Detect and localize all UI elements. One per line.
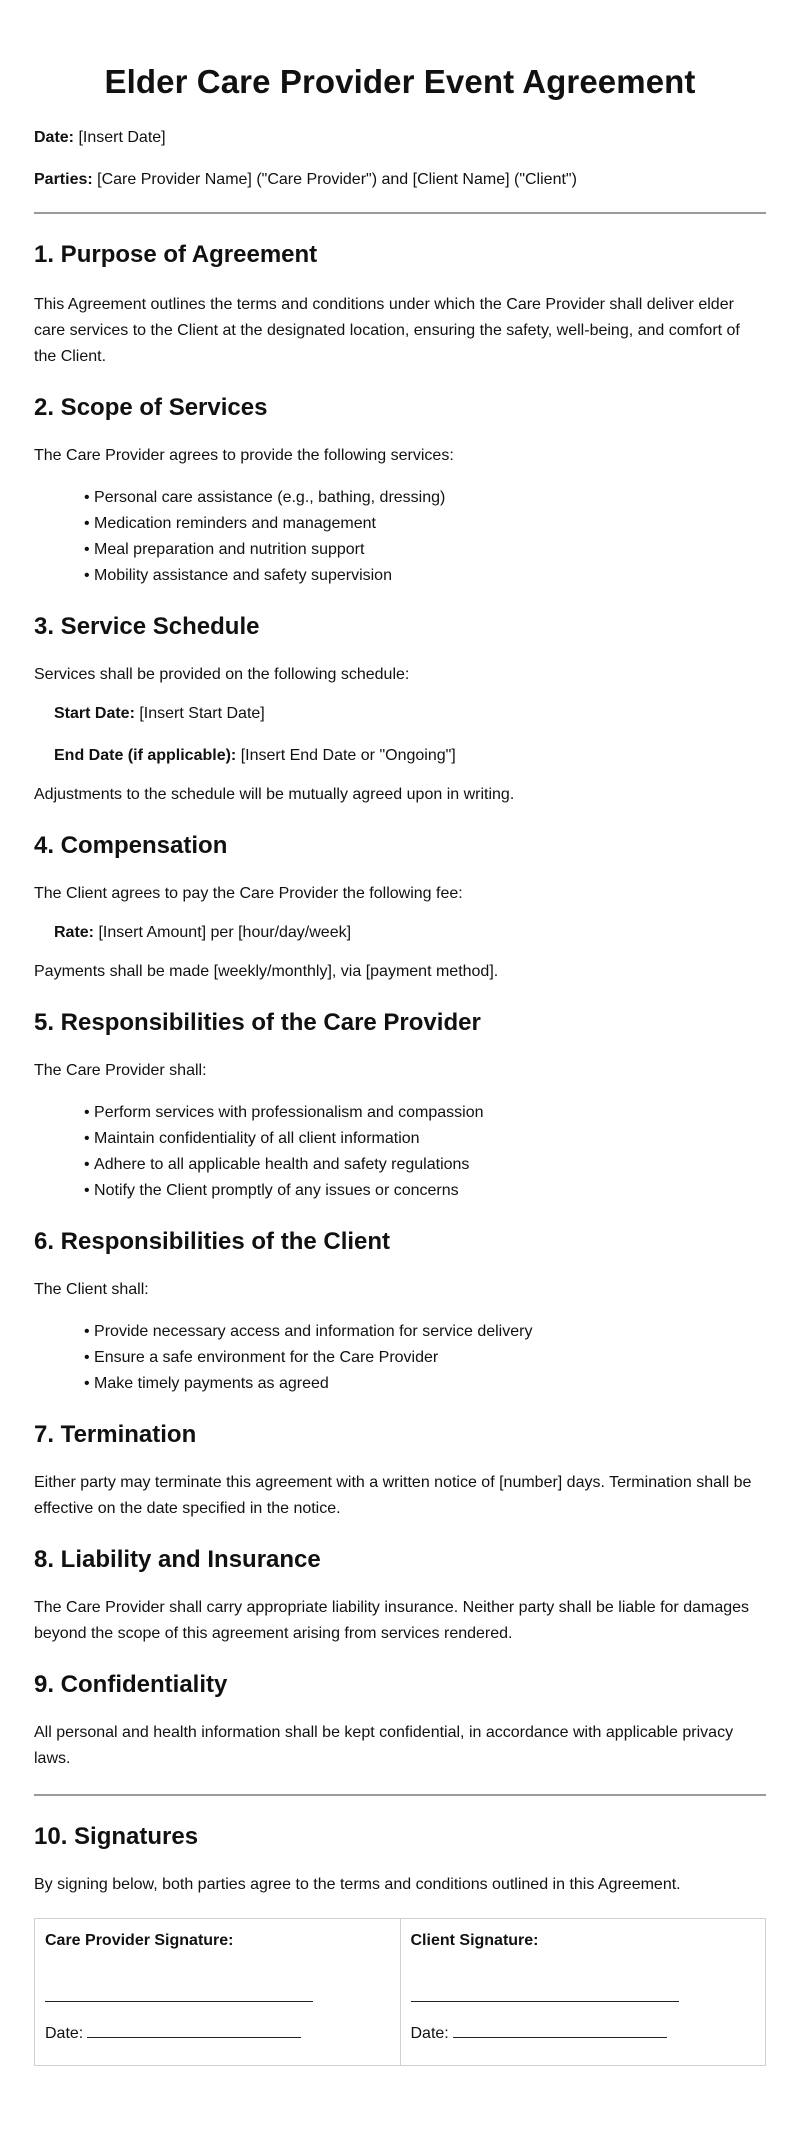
section-heading-termination: 7. Termination: [34, 1421, 197, 1448]
provider-list: [34, 1100, 766, 1204]
page-title: Elder Care Provider Event Agreement: [104, 63, 696, 100]
list-item: • Maintain confidentiality of all client information: [84, 1126, 766, 1152]
rate-label: Rate:: [54, 924, 95, 941]
section-heading-purpose: 1. Purpose of Agreement: [34, 241, 318, 268]
scope-intro: The Care Provider agrees to provide the following services:: [34, 447, 454, 464]
provider-signature-cell: [35, 1919, 400, 2065]
parties-line: [34, 170, 766, 190]
date-line: [34, 128, 766, 148]
list-item: • Perform services with professionalism and compassion: [84, 1100, 766, 1126]
end-date-label: End Date (if applicable):: [54, 747, 237, 764]
list-item: • Meal preparation and nutrition support: [84, 537, 766, 563]
list-item: • Make timely payments as agreed: [84, 1371, 766, 1397]
termination-text: Either party may terminate this agreement with a written notice of [number] days. Termination shall be effective on the date specified in the notice.: [34, 1474, 752, 1517]
date-value: [Insert Date]: [78, 129, 166, 146]
section-heading-compensation: 4. Compensation: [34, 832, 228, 859]
list-item: • Adhere to all applicable health and safety regulations: [84, 1152, 766, 1178]
section-heading-schedule: 3. Service Schedule: [34, 613, 260, 640]
rate-line: [34, 923, 766, 943]
section-heading-liability: 8. Liability and Insurance: [34, 1546, 321, 1573]
list-item: • Notify the Client promptly of any issues or concerns: [84, 1178, 766, 1204]
start-date-line: [34, 704, 766, 724]
parties-value: [Care Provider Name] ("Care Provider") and [Client Name] ("Client"): [97, 171, 577, 188]
provider-signature-label: Care Provider Signature:: [45, 1932, 234, 1949]
client-date-label: Date:: [410, 2025, 449, 2042]
purpose-text: This Agreement outlines the terms and conditions under which the Care Provider shall deliver elder care services to the Client at the designated location, ensuring the safety, well-being, and comfort of the Client.: [34, 296, 740, 365]
client-list: [34, 1319, 766, 1397]
confidentiality-text: All personal and health information shall be kept confidential, in accordance with applicable privacy laws.: [34, 1724, 734, 1767]
divider: [34, 212, 766, 214]
section-heading-provider: 5. Responsibilities of the Care Provider: [34, 1009, 481, 1036]
client-signature-line[interactable]: [411, 2001, 679, 2002]
liability-text: The Care Provider shall carry appropriate liability insurance. Neither party shall be liable for damages beyond the scope of this agreement arising from services rendered.: [34, 1599, 750, 1642]
compensation-note: Payments shall be made [weekly/monthly], via [payment method].: [34, 963, 499, 980]
schedule-intro: Services shall be provided on the following schedule:: [34, 666, 410, 683]
section-heading-signatures: 10. Signatures: [34, 1823, 199, 1850]
list-item: • Medication reminders and management: [84, 511, 766, 537]
client-date-blank[interactable]: [453, 2023, 667, 2038]
signatures-intro: By signing below, both parties agree to the terms and conditions outlined in this Agreement.: [34, 1876, 681, 1893]
start-date-label: Start Date:: [54, 705, 135, 722]
date-label: Date:: [34, 129, 75, 146]
section-heading-client: 6. Responsibilities of the Client: [34, 1228, 391, 1255]
provider-intro: The Care Provider shall:: [34, 1062, 207, 1079]
list-item: • Personal care assistance (e.g., bathing, dressing): [84, 485, 766, 511]
start-date-value: [Insert Start Date]: [139, 705, 265, 722]
provider-signature-line[interactable]: [45, 2001, 313, 2002]
list-item: • Ensure a safe environment for the Care Provider: [84, 1345, 766, 1371]
client-date-line: [411, 2023, 667, 2044]
section-heading-confidentiality: 9. Confidentiality: [34, 1671, 228, 1698]
rate-value: [Insert Amount] per [hour/day/week]: [98, 924, 352, 941]
list-item: • Mobility assistance and safety supervision: [84, 563, 766, 589]
end-date-line: [34, 746, 766, 766]
end-date-value: [Insert End Date or "Ongoing"]: [240, 747, 456, 764]
scope-list: [34, 485, 766, 589]
section-heading-scope: 2. Scope of Services: [34, 394, 268, 421]
compensation-intro: The Client agrees to pay the Care Provider the following fee:: [34, 885, 463, 902]
client-intro: The Client shall:: [34, 1281, 149, 1298]
divider: [34, 1794, 766, 1796]
signature-table: [34, 1918, 766, 2066]
client-signature-cell: [400, 1919, 766, 2065]
provider-date-blank[interactable]: [87, 2023, 301, 2038]
client-signature-label: Client Signature:: [410, 1932, 539, 1949]
parties-label: Parties:: [34, 171, 93, 188]
schedule-note: Adjustments to the schedule will be mutually agreed upon in writing.: [34, 786, 515, 803]
provider-date-label: Date:: [45, 2025, 84, 2042]
provider-date-line: [45, 2023, 301, 2044]
list-item: • Provide necessary access and information for service delivery: [84, 1319, 766, 1345]
